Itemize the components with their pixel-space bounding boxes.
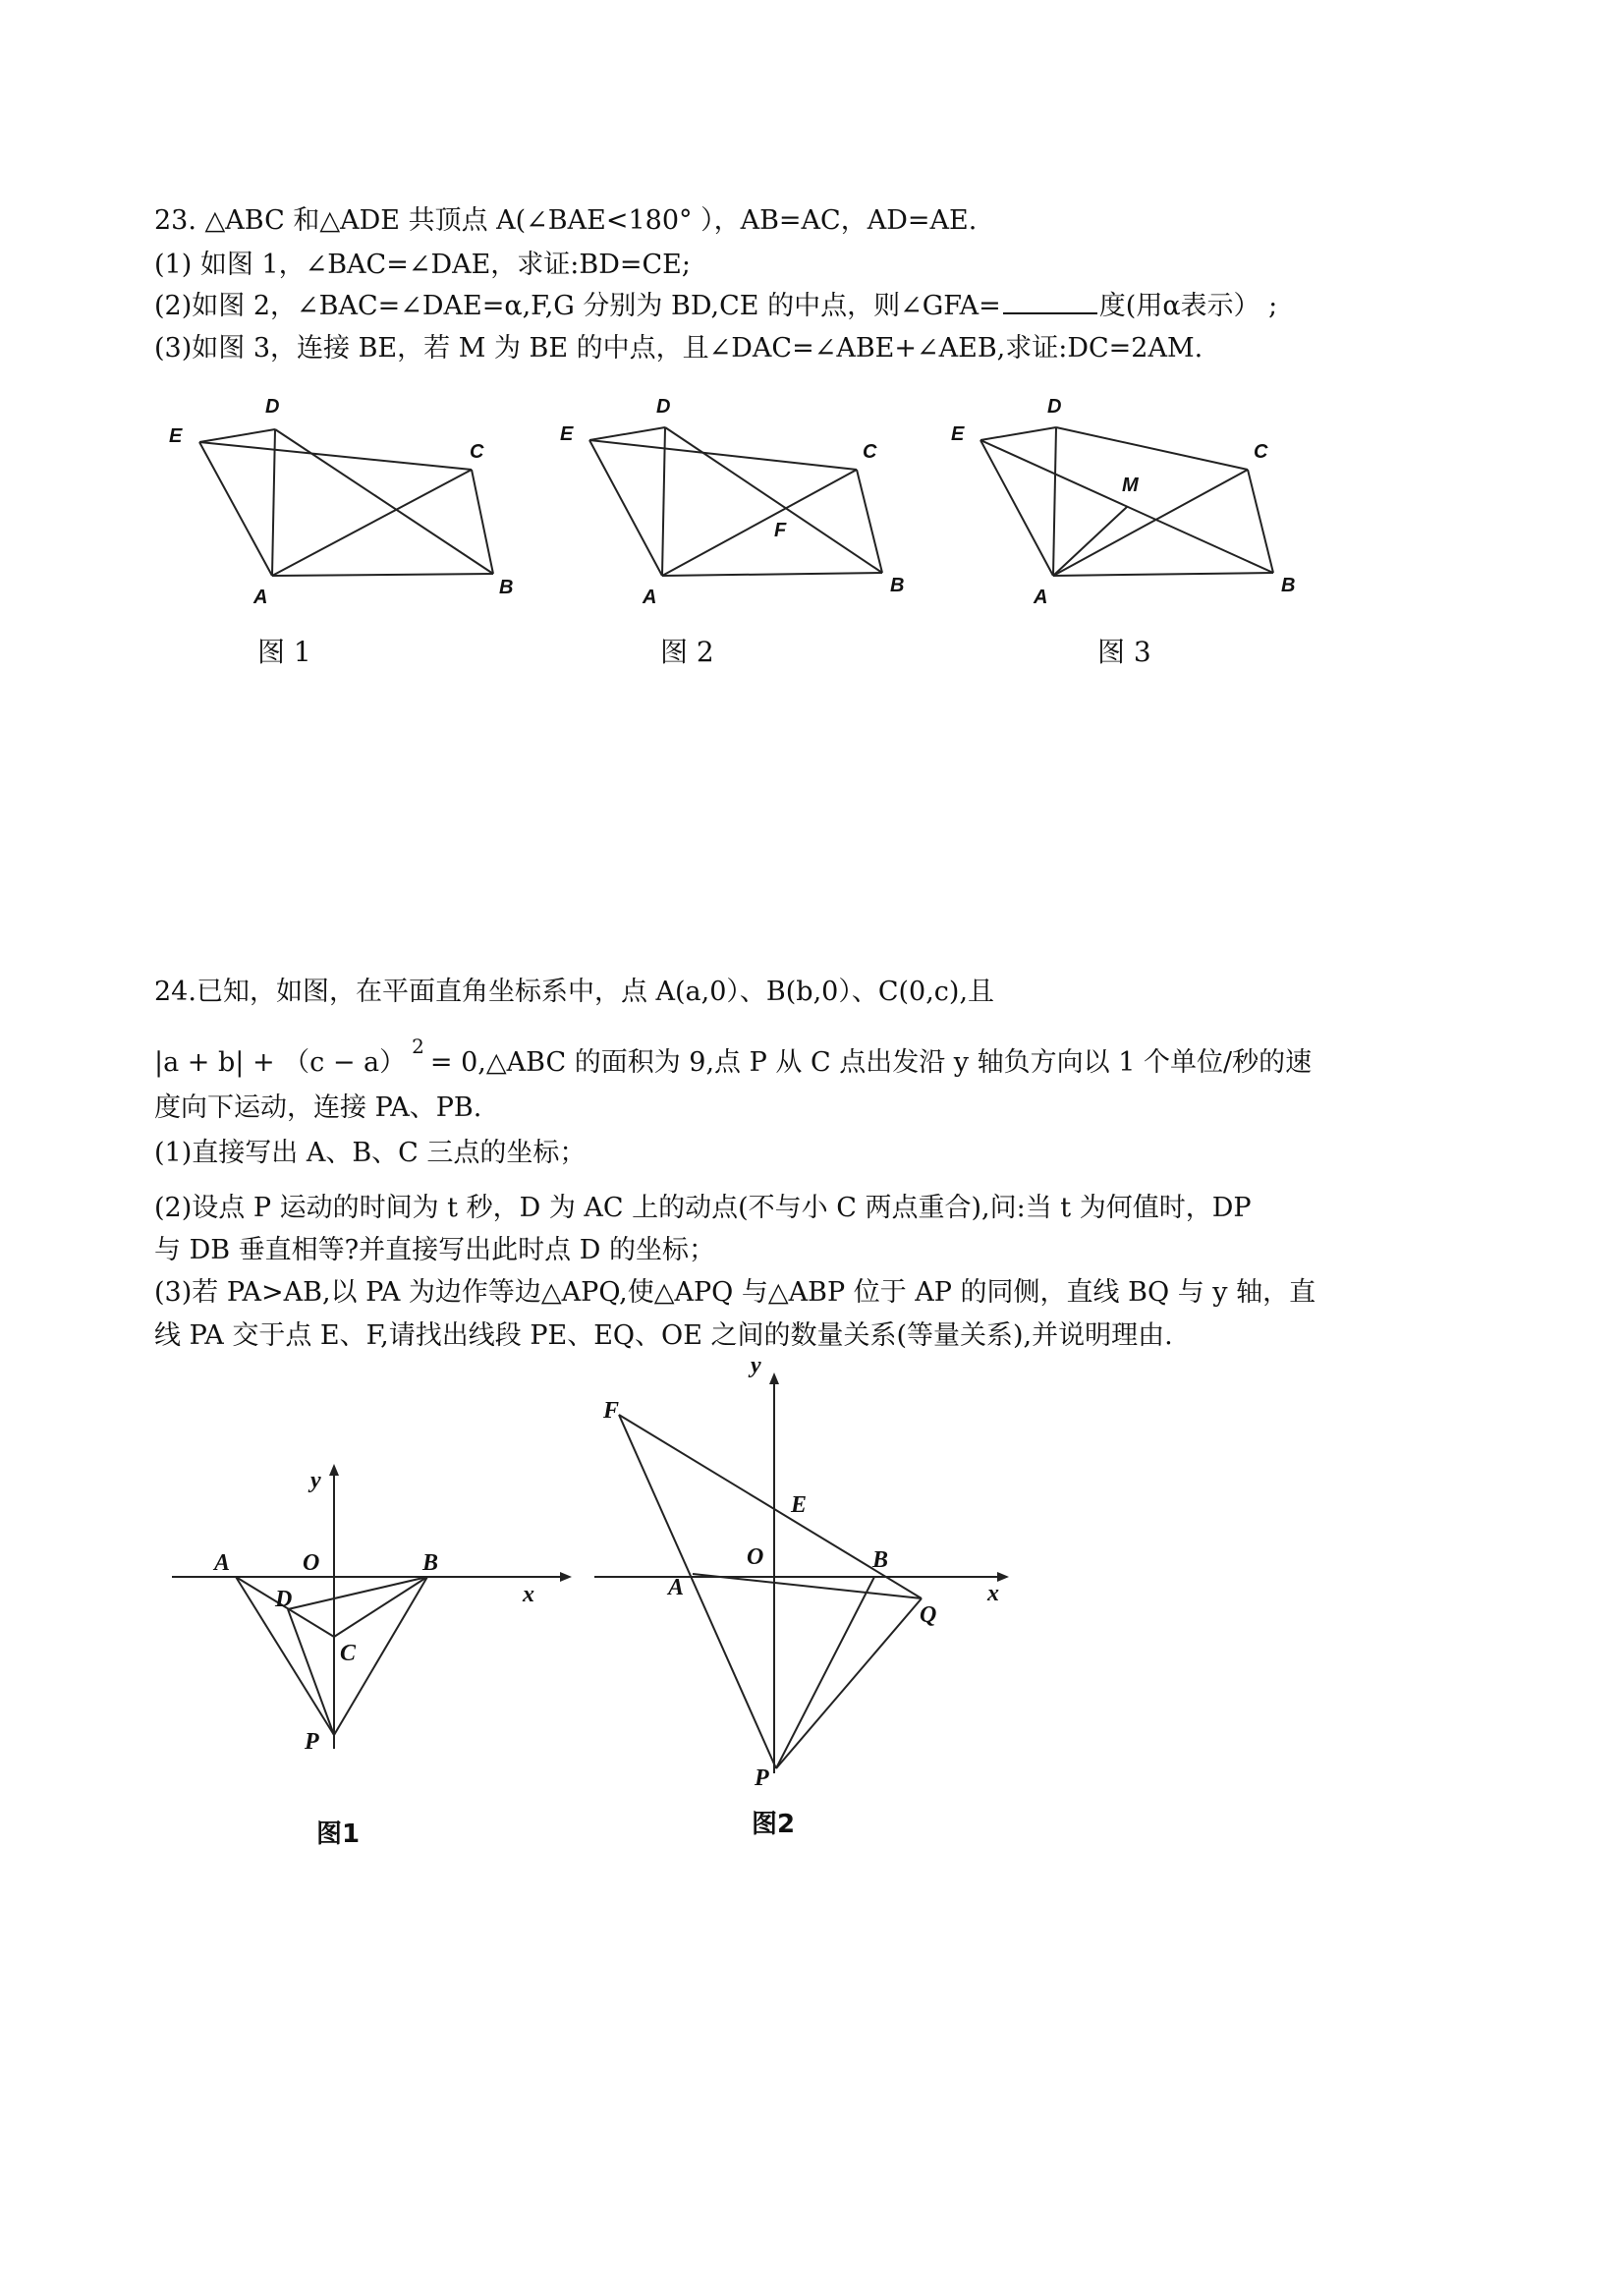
label-E: E bbox=[560, 423, 574, 445]
q23-figure-1 bbox=[157, 383, 531, 609]
segment-DA bbox=[662, 427, 665, 576]
label-D: D bbox=[1047, 396, 1062, 418]
q24-figure-1 bbox=[167, 1464, 580, 1759]
label-E: E bbox=[169, 425, 183, 447]
q23-part1: (1) 如图 1，∠BAC=∠DAE，求证:BD=CE; bbox=[154, 250, 691, 280]
segment-EA bbox=[980, 440, 1053, 576]
segment-FP bbox=[619, 1415, 776, 1768]
segment-DC bbox=[1056, 427, 1248, 470]
segment-CB bbox=[472, 470, 493, 574]
label-C: C bbox=[470, 441, 484, 463]
label-D: D bbox=[656, 396, 671, 418]
label-B: B bbox=[1281, 575, 1296, 596]
segment-ED bbox=[980, 427, 1056, 440]
label-C: C bbox=[340, 1641, 357, 1666]
segment-DB bbox=[275, 429, 493, 574]
answer-blank bbox=[1003, 287, 1097, 314]
caption-q24-figure-1: 图1 bbox=[316, 1820, 361, 1849]
label-F: F bbox=[603, 1398, 620, 1424]
label-E: E bbox=[791, 1492, 808, 1518]
label-F: F bbox=[774, 520, 787, 541]
segment-EA bbox=[589, 440, 662, 576]
segment-ED bbox=[589, 427, 665, 440]
q23-figure-3 bbox=[943, 383, 1316, 609]
segment-AB bbox=[662, 573, 882, 576]
label-Q: Q bbox=[920, 1602, 937, 1628]
q24-part1: (1)直接写出 A、B、C 三点的坐标； bbox=[154, 1138, 587, 1168]
segment-DA bbox=[1053, 427, 1056, 576]
q24-part2-a: (2)设点 P 运动的时间为 t 秒，D 为 AC 上的动点(不与小 C 两点重合),问:当 t 为何值时，DP bbox=[154, 1193, 1252, 1223]
segment-DA bbox=[272, 429, 275, 576]
label-C: C bbox=[863, 441, 877, 463]
label-P: P bbox=[755, 1765, 769, 1791]
label-D: D bbox=[275, 1587, 293, 1612]
label-y: y bbox=[310, 1468, 321, 1493]
label-x: x bbox=[987, 1581, 999, 1606]
label-y: y bbox=[751, 1353, 761, 1378]
segment-CB bbox=[1248, 470, 1273, 573]
label-A: A bbox=[643, 587, 657, 608]
label-B: B bbox=[872, 1547, 889, 1573]
y-axis-arrow bbox=[329, 1464, 339, 1476]
label-x: x bbox=[523, 1582, 534, 1607]
q23-part2-text: (2)如图 2，∠BAC=∠DAE=α,F,G 分别为 BD,CE 的中点，则∠GFA= bbox=[154, 291, 1001, 321]
q24-part2-b: 与 DB 垂直相等?并直接写出此时点 D 的坐标； bbox=[154, 1235, 715, 1265]
segment-AC bbox=[662, 470, 857, 576]
segment-EA bbox=[199, 442, 272, 576]
segment-EC bbox=[199, 442, 472, 470]
label-B: B bbox=[499, 577, 514, 598]
label-A: A bbox=[668, 1575, 685, 1600]
caption-q24-figure-2: 图2 bbox=[752, 1810, 796, 1839]
label-O: O bbox=[747, 1544, 764, 1570]
label-A: A bbox=[214, 1550, 231, 1576]
q24-exponent: 2 bbox=[412, 1035, 424, 1058]
segment-BC bbox=[334, 1577, 427, 1637]
segment-AB bbox=[272, 574, 493, 576]
label-B: B bbox=[422, 1550, 439, 1576]
label-A: A bbox=[253, 587, 268, 608]
q24-part3-a: (3)若 PA>AB,以 PA 为边作等边△APQ,使△APQ 与△ABP 位于 AP 的同侧，直线 BQ 与 y 轴，直 bbox=[154, 1277, 1316, 1308]
label-A: A bbox=[1034, 587, 1048, 608]
q24-line-1: 24.已知，如图，在平面直角坐标系中，点 A(a,0）、B(b,0）、C(0,c),且 bbox=[154, 977, 995, 1007]
q24-equation-left: |a + b| + （c − a） bbox=[154, 1047, 407, 1078]
label-C: C bbox=[1254, 441, 1268, 463]
q24-figure-2 bbox=[589, 1353, 1022, 1791]
segment-DB bbox=[665, 427, 882, 573]
caption-figure-2: 图 2 bbox=[660, 636, 714, 668]
segment-EB bbox=[980, 440, 1273, 573]
label-M: M bbox=[1122, 475, 1139, 496]
y-axis-arrow bbox=[769, 1372, 779, 1384]
q23-stem: 23. △ABC 和△ADE 共顶点 A(∠BAE<180° ），AB=AC，AD=AE. bbox=[154, 205, 978, 236]
label-O: O bbox=[303, 1550, 320, 1576]
q23-figure-2 bbox=[550, 383, 923, 609]
label-E: E bbox=[951, 423, 965, 445]
q24-line-3: 度向下运动，连接 PA、PB. bbox=[154, 1092, 482, 1123]
q24-equation-right: = 0,△ABC 的面积为 9,点 P 从 C 点出发沿 y 轴负方向以 1 个单位/秒的速 bbox=[429, 1047, 1313, 1078]
label-P: P bbox=[305, 1729, 319, 1755]
q24-line-2 bbox=[154, 1035, 1313, 1084]
label-B: B bbox=[890, 575, 905, 596]
segment-ED bbox=[199, 429, 275, 442]
segment-AB bbox=[1053, 573, 1273, 576]
segment-AC bbox=[272, 470, 472, 576]
caption-figure-3: 图 3 bbox=[1097, 636, 1151, 668]
x-axis-arrow bbox=[560, 1572, 572, 1582]
segment-BP bbox=[776, 1577, 874, 1768]
q23-part2 bbox=[154, 287, 1277, 326]
label-D: D bbox=[265, 396, 280, 418]
q23-part2-tail: 度(用α表示） ; bbox=[1098, 291, 1278, 321]
caption-figure-1: 图 1 bbox=[257, 636, 311, 668]
segment-DB bbox=[288, 1577, 427, 1609]
segment-QP bbox=[776, 1598, 922, 1768]
q24-part3-b: 线 PA 交于点 E、F,请找出线段 PE、EQ、OE 之间的数量关系(等量关系),并说明理由. bbox=[154, 1320, 1173, 1351]
q23-part3: (3)如图 3，连接 BE，若 M 为 BE 的中点，且∠DAC=∠ABE+∠AEB,求证:DC=2AM. bbox=[154, 333, 1203, 364]
